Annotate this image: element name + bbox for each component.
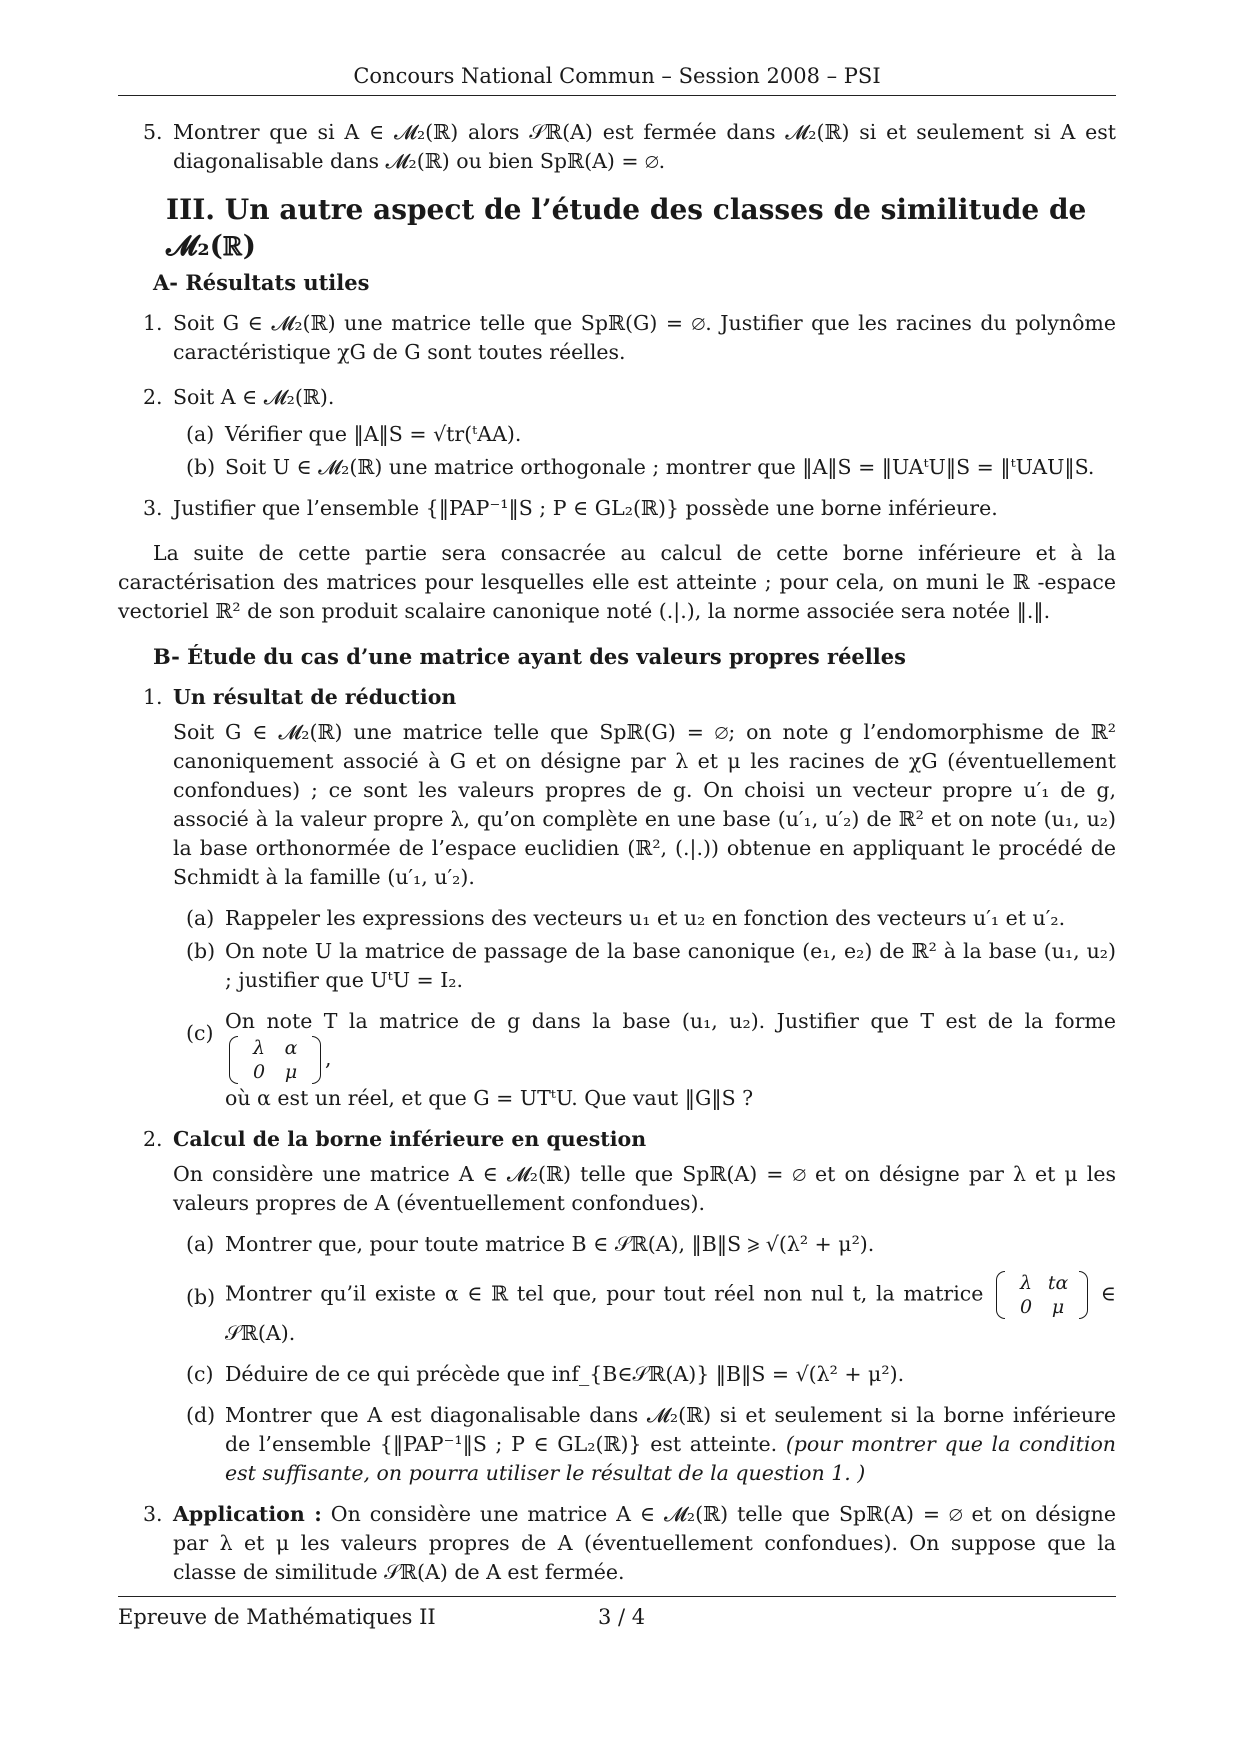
matrix-entry: 0 xyxy=(252,1061,266,1083)
intro-paragraph: La suite de cette partie sera consacrée au calcul de cette borne inférieure et à la caractérisation des matrices pour lesquelles elle est atteinte ; pour cela, on muni le ℝ -espace vectoriel ℝ² de son produit scalaire canonique noté (.|.), la norme associée sera notée ‖.‖. xyxy=(118,541,1116,623)
sub-label: (d) xyxy=(186,1403,216,1427)
sub-text: Vérifier que ‖A‖S = √tr(ᵗAA). xyxy=(225,422,522,446)
sub-label: (a) xyxy=(186,422,215,446)
question-number: 3. xyxy=(143,496,163,520)
sub-text: Montrer que, pour toute matrice B ∈ 𝒮ℝ(A), ‖B‖S ⩾ √(λ² + μ²). xyxy=(225,1232,875,1256)
matrix-entry: α xyxy=(284,1037,298,1059)
question-title: Calcul de la borne inférieure en question xyxy=(173,1127,647,1151)
sub-text: Montrer que A est diagonalisable dans 𝓜₂(ℝ) si et seulement si la borne inférieure de l’ensemble {‖PAP⁻¹‖S ; P ∈ GL₂(ℝ)} est atteinte. xyxy=(225,1403,1116,1456)
question-text: On considère une matrice A ∈ 𝓜₂(ℝ) telle que Spℝ(A) = ∅ et on désigne par λ et μ les valeurs propres de A (éventuellement confondues). On suppose que la classe de similitude 𝒮ℝ(A) de A est fermée. xyxy=(173,1502,1116,1584)
question-B-3 xyxy=(118,1500,1116,1587)
sub-text: On note T la matrice de g dans la base (u₁, u₂). Justifier que T est de la forme xyxy=(225,1009,1116,1033)
question-number: 2. xyxy=(143,1127,163,1151)
footer-page-number: 3 / 4 xyxy=(598,1605,646,1629)
sub-label: (c) xyxy=(186,1021,214,1045)
question-B-1b xyxy=(118,937,1116,995)
sub-text: Montrer qu’il existe α ∈ ℝ tel que, pour tout réel non nul t, la matrice xyxy=(225,1281,984,1306)
matrix-entry: λ xyxy=(1020,1272,1033,1294)
question-number: 1. xyxy=(143,685,163,709)
question-A-2 xyxy=(118,383,1116,412)
question-text: Montrer que si A ∈ 𝓜₂(ℝ) alors 𝒮ℝ(A) est fermée dans 𝓜₂(ℝ) si et seulement si A est diagonalisable dans 𝓜₂(ℝ) ou bien Spℝ(A) = ∅. xyxy=(173,120,1116,173)
sub-text: Soit U ∈ 𝓜₂(ℝ) une matrice orthogonale ; montrer que ‖A‖S = ‖UAᵗU‖S = ‖ᵗUAU‖S. xyxy=(225,455,1095,479)
question-B-1c xyxy=(118,1007,1116,1113)
question-A-2b xyxy=(118,453,1116,482)
sub-text: Rappeler les expressions des vecteurs u₁ et u₂ en fonction des vecteurs u′₁ et u′₂. xyxy=(225,906,1066,930)
question-B-2a xyxy=(118,1230,1116,1259)
matrix-entry: λ xyxy=(252,1037,266,1059)
sub-hint: (pour montrer que la condition est suffisante, on pourra utiliser le résultat de la question 1. ) xyxy=(225,1432,1116,1485)
sub-label: (b) xyxy=(186,939,216,963)
question-B-2c xyxy=(118,1360,1116,1389)
question-number: 5. xyxy=(143,120,163,144)
question-B-2b xyxy=(118,1271,1116,1348)
footer-exam-name: Epreuve de Mathématiques II xyxy=(118,1605,436,1629)
question-text: Soit G ∈ 𝓜₂(ℝ) une matrice telle que Spℝ(G) = ∅. Justifier que les racines du polynôme caractéristique χG de G sont toutes réelles. xyxy=(173,311,1116,364)
question-II-5 xyxy=(118,118,1116,176)
question-B-2-title xyxy=(118,1125,1116,1154)
question-B-1-intro: Soit G ∈ 𝓜₂(ℝ) une matrice telle que Spℝ(G) = ∅; on note g l’endomorphisme de ℝ² canoniquement associé à G et on désigne par λ et μ les racines de χG (éventuellement confondues) ; ce sont les valeurs propres de g. On choisi un vecteur propre u′₁ de g, associé à la valeur propre λ, qu’on complète en une base (u′₁, u′₂) de ℝ² et on note (u₁, u₂) la base orthonormée de l’espace euclidien (ℝ², (.|.)) obtenue en appliquant le procédé de Schmidt à la famille (u′₁, u′₂). xyxy=(173,720,1116,889)
matrix-B xyxy=(996,1271,1088,1319)
sub-text: Déduire de ce qui précède que inf_{B∈𝒮ℝ(A)} ‖B‖S = √(λ² + μ²). xyxy=(225,1362,905,1386)
subsection-title-A: A- Résultats utiles xyxy=(153,270,370,295)
sub-label: (b) xyxy=(186,1285,216,1309)
question-B-1-title xyxy=(118,683,1116,712)
sub-text: On note U la matrice de passage de la base canonique (e₁, e₂) de ℝ² à la base (u₁, u₂) ; justifier que UᵗU = I₂. xyxy=(225,939,1116,992)
sub-text-continued: ∈ 𝒮ℝ(A). xyxy=(225,1281,1116,1345)
matrix-entry: μ xyxy=(284,1061,298,1083)
question-B-1a xyxy=(118,904,1116,933)
matrix-T xyxy=(229,1036,321,1084)
page-header: Concours National Commun – Session 2008 – PSI xyxy=(118,62,1116,96)
section-title-III: III. Un autre aspect de l’étude des classes de similitude de 𝓜₂(ℝ) xyxy=(166,193,1087,262)
question-number: 2. xyxy=(143,385,163,409)
matrix-entry: 0 xyxy=(1020,1296,1033,1318)
question-text: Justifier que l’ensemble {‖PAP⁻¹‖S ; P ∈ GL₂(ℝ)} possède une borne inférieure. xyxy=(173,496,998,520)
sub-text-continued: où α est un réel, et que G = UTᵗU. Que vaut ‖G‖S ? xyxy=(225,1086,754,1110)
question-A-2a xyxy=(118,420,1116,449)
sub-label: (a) xyxy=(186,906,215,930)
sub-label: (c) xyxy=(186,1362,214,1386)
matrix-comma: , xyxy=(325,1046,332,1071)
question-B-2d xyxy=(118,1401,1116,1488)
question-B-2-intro: On considère une matrice A ∈ 𝓜₂(ℝ) telle que Spℝ(A) = ∅ et on désigne par λ et μ les valeurs propres de A (éventuellement confondues). xyxy=(173,1162,1116,1215)
question-A-1 xyxy=(118,309,1116,367)
question-number: 3. xyxy=(143,1502,163,1526)
document-page xyxy=(118,62,1116,1603)
matrix-entry: tα xyxy=(1047,1272,1069,1294)
page-footer xyxy=(118,1596,1116,1629)
question-number: 1. xyxy=(143,311,163,335)
question-title: Un résultat de réduction xyxy=(173,685,457,709)
matrix-entry: μ xyxy=(1051,1296,1065,1318)
question-title: Application : xyxy=(173,1502,322,1526)
question-A-3 xyxy=(118,494,1116,523)
sub-label: (a) xyxy=(186,1232,215,1256)
subsection-title-B: B- Étude du cas d’une matrice ayant des valeurs propres réelles xyxy=(153,644,906,669)
question-text: Soit A ∈ 𝓜₂(ℝ). xyxy=(173,385,335,409)
sub-label: (b) xyxy=(186,455,216,479)
